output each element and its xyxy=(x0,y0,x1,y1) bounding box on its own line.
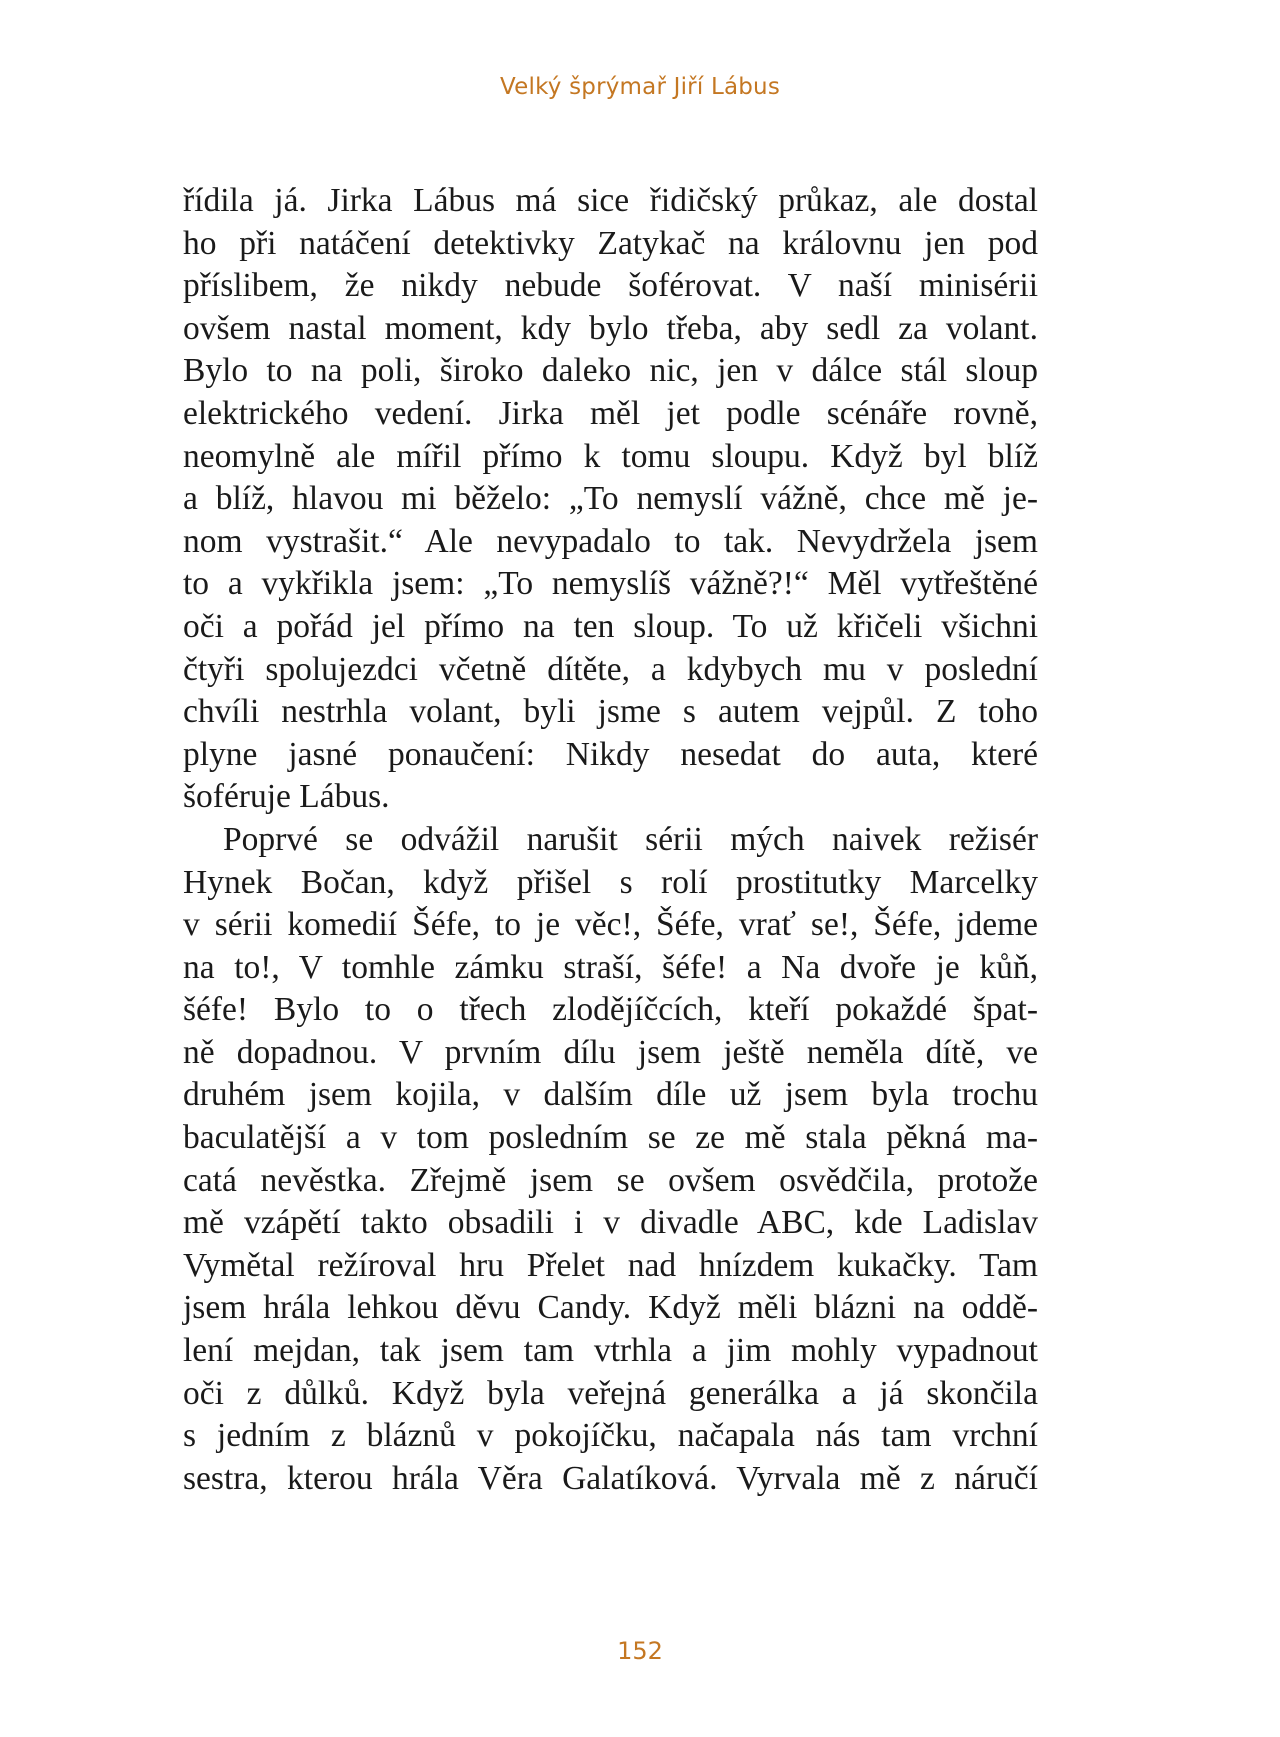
text-line: na to!, V tomhle zámku straší, šéfe! a Na dvoře je kůň, xyxy=(183,948,1038,986)
text-line: příslibem, že nikdy nebude šoférovat. V naší minisérii xyxy=(183,267,1038,305)
text-line: v sérii komedií Šéfe, to je věc!, Šéfe, vrať se!, Šéfe, jdeme xyxy=(183,906,1038,944)
text-line: druhém jsem kojila, v dalším díle už jsem byla trochu xyxy=(183,1076,1038,1114)
text-line: čtyři spolujezdci včetně dítěte, a kdybych mu v poslední xyxy=(183,650,1038,688)
text-line: elektrického vedení. Jirka měl jet podle scénáře rovně, xyxy=(183,394,1038,432)
text-line: catá nevěstka. Zřejmě jsem se ovšem osvědčila, protože xyxy=(183,1161,1038,1199)
text-line: Bylo to na poli, široko daleko nic, jen v dálce stál sloup xyxy=(183,352,1038,390)
text-line: nom vystrašit.“ Ale nevypadalo to tak. Nevydržela jsem xyxy=(183,522,1038,560)
text-line: a blíž, hlavou mi běželo: „To nemyslí vážně, chce mě je- xyxy=(183,480,1038,518)
text-line: šéfe! Bylo to o třech zlodějíčcích, kteří pokaždé špat- xyxy=(183,991,1038,1029)
text-line: oči z důlků. Když byla veřejná generálka a já skončila xyxy=(183,1374,1038,1412)
page-number: 152 xyxy=(617,1637,663,1665)
text-line: řídila já. Jirka Lábus má sice řidičský průkaz, ale dostal xyxy=(183,182,1038,219)
text-line: sestra, kterou hrála Věra Galatíková. Vyrvala mě z náručí xyxy=(183,1459,1038,1497)
text-line: to a vykřikla jsem: „To nemyslíš vážně?!“ Měl vytřeštěné xyxy=(183,565,1038,603)
text-line: Poprvé se odvážil narušit sérii mých naivek režisér xyxy=(223,820,1038,858)
text-line: oči a pořád jel přímo na ten sloup. To už křičeli všichni xyxy=(183,607,1038,645)
text-line: jsem hrála lehkou děvu Candy. Když měli blázni na oddě- xyxy=(183,1289,1038,1327)
text-line: baculatější a v tom posledním se ze mě stala pěkná ma- xyxy=(183,1119,1038,1157)
text-line: mě vzápětí takto obsadili i v divadle ABC, kde Ladislav xyxy=(183,1204,1038,1242)
text-line: ovšem nastal moment, kdy bylo třeba, aby sedl za volant. xyxy=(183,309,1038,347)
text-line: s jedním z bláznů v pokojíčku, načapala nás tam vrchní xyxy=(183,1417,1038,1455)
text-line: lení mejdan, tak jsem tam vtrhla a jim mohly vypadnout xyxy=(183,1332,1038,1370)
text-line: Hynek Bočan, když přišel s rolí prostitutky Marcelky xyxy=(183,863,1038,901)
running-header-title: Velký šprýmař Jiří Lábus xyxy=(499,74,781,100)
text-line: ho při natáčení detektivky Zatykač na královnu jen pod xyxy=(183,224,1038,262)
text-line: šoféruje Lábus. xyxy=(183,778,390,816)
text-line: neomylně ale mířil přímo k tomu sloupu. Když byl blíž xyxy=(183,437,1038,475)
text-line: Vymětal režíroval hru Přelet nad hnízdem kukačky. Tam xyxy=(183,1246,1038,1284)
text-line: ně dopadnou. V prvním dílu jsem ještě neměla dítě, ve xyxy=(183,1033,1038,1071)
body-text xyxy=(183,180,1038,1500)
text-line: chvíli nestrhla volant, byli jsme s autem vejpůl. Z toho xyxy=(183,693,1038,731)
text-line: plyne jasné ponaučení: Nikdy nesedat do auta, které xyxy=(183,735,1038,773)
